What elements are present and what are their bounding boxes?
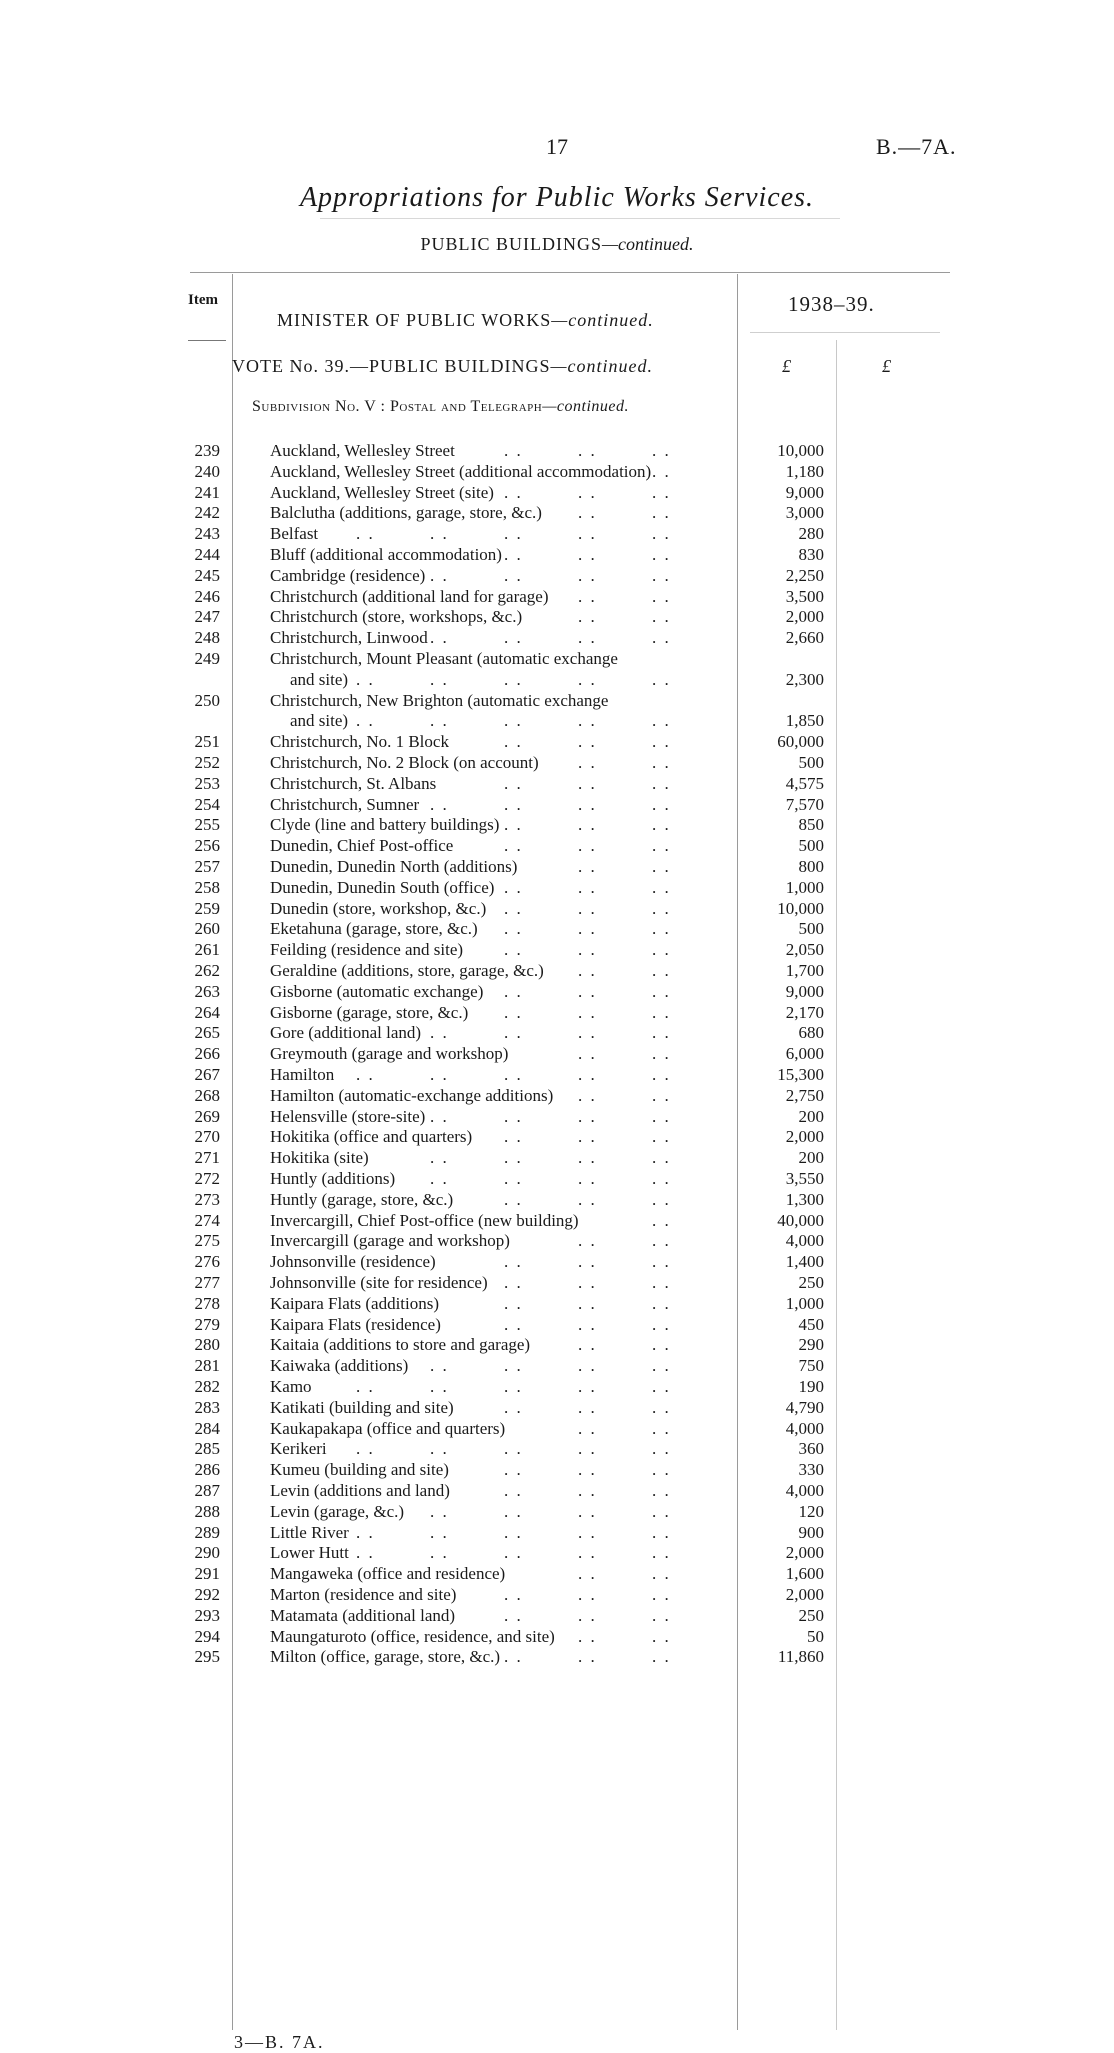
item-number: 243 bbox=[194, 524, 220, 544]
item-description: Marton (residence and site) bbox=[270, 1585, 457, 1604]
item-number: 241 bbox=[194, 482, 220, 502]
table-row: 268 Hamilton (automatic-exchange additions) 2,750 . . . . bbox=[194, 1085, 824, 1105]
table-row: 281 Kaiwaka (additions) 750 . . . . . . . . bbox=[194, 1356, 824, 1376]
item-description: Christchurch, St. Albans bbox=[270, 773, 437, 793]
table-row bbox=[0, 648, 1114, 669]
item-amount: 2,170 bbox=[785, 1002, 824, 1022]
item-description: Kerikeri bbox=[270, 1439, 327, 1459]
table-row: 243 Belfast 280 . . . . . . . . . . bbox=[194, 524, 824, 544]
table-row: 246 Christchurch (additional land for garage) 3,500 . . . . bbox=[194, 586, 824, 606]
table-row: 261 Feilding (residence and site) 2,050 . . . . . . bbox=[194, 940, 824, 960]
table-row: 263 Gisborne (automatic exchange) 9,000 . . . . . . bbox=[194, 981, 824, 1001]
item-description: Johnsonville (site for residence) bbox=[270, 1273, 488, 1292]
table-row: 277 Johnsonville (site for residence) 250 . . . . . . bbox=[194, 1273, 824, 1292]
item-number: 268 bbox=[194, 1085, 220, 1105]
table-row: 295 Milton (office, garage, store, &c.) 11,860 . . . . . . bbox=[194, 1647, 824, 1667]
item-description: Levin (garage, &c.) bbox=[270, 1501, 405, 1521]
item-amount: 3,000 bbox=[785, 503, 824, 523]
item-number: 271 bbox=[194, 1148, 220, 1168]
minister-heading bbox=[277, 310, 654, 331]
item-description: Matamata (additional land) bbox=[270, 1605, 456, 1625]
item-description: Kaipara Flats (residence) bbox=[270, 1314, 441, 1334]
item-amount: 40,000 bbox=[777, 1210, 824, 1230]
item-amount: 250 bbox=[798, 1273, 824, 1292]
item-description: Hamilton bbox=[270, 1065, 335, 1084]
item-description: Belfast bbox=[270, 524, 319, 544]
item-amount: 7,570 bbox=[785, 794, 824, 814]
item-amount: 2,000 bbox=[785, 1127, 824, 1147]
item-description: Cambridge (residence) bbox=[270, 565, 426, 585]
vote-heading-main: VOTE No. 39.—PUBLIC BUILDINGS bbox=[232, 356, 551, 376]
table-row: 265 Gore (additional land) 680 . . . . . . . . bbox=[194, 1023, 824, 1043]
item-number: 295 bbox=[194, 1647, 220, 1667]
table-row: 278 Kaipara Flats (additions) 1,000 . . . . . . bbox=[194, 1293, 824, 1313]
item-description: Greymouth (garage and workshop) bbox=[270, 1044, 509, 1064]
item-number: 247 bbox=[194, 607, 220, 627]
section-title-continued: —continued. bbox=[602, 234, 694, 254]
item-number: 282 bbox=[194, 1377, 220, 1396]
minister-heading-continued: —continued. bbox=[551, 310, 654, 330]
item-description: Little River bbox=[270, 1522, 349, 1542]
table-row: 280 Kaitaia (additions to store and garage) 290 . . . . bbox=[194, 1335, 824, 1355]
table-row: and site) 2,300 . . . . . . . . . . bbox=[290, 669, 824, 689]
table-row: 244 Bluff (additional accommodation) 830 . . . . . . bbox=[194, 545, 824, 564]
item-amount: 1,180 bbox=[785, 461, 824, 481]
table-row: 293 Matamata (additional land) 250 . . . . . . bbox=[194, 1605, 824, 1625]
vote-heading bbox=[232, 356, 653, 377]
item-number: 294 bbox=[194, 1626, 220, 1646]
item-number: 289 bbox=[194, 1522, 220, 1542]
item-description: Christchurch, No. 2 Block (on account) bbox=[270, 753, 539, 772]
item-number: 278 bbox=[194, 1293, 220, 1313]
item-number: 286 bbox=[194, 1460, 220, 1480]
item-number: 277 bbox=[194, 1273, 220, 1292]
item-description: Christchurch, New Brighton (automatic exchange bbox=[270, 690, 609, 710]
table-row: 259 Dunedin (store, workshop, &c.) 10,000 . . . . . . bbox=[194, 898, 824, 918]
item-description: and site) bbox=[290, 669, 349, 689]
item-number: 256 bbox=[194, 836, 220, 856]
item-amount: 1,700 bbox=[785, 961, 824, 980]
item-description: Invercargill, Chief Post-office (new building) bbox=[270, 1210, 579, 1230]
item-description: Mangaweka (office and residence) bbox=[270, 1564, 506, 1584]
section-title-main: PUBLIC BUILDINGS bbox=[420, 234, 602, 254]
item-amount: 750 bbox=[798, 1356, 824, 1376]
item-amount: 1,850 bbox=[785, 711, 824, 731]
subdivision-heading-main: Subdivision No. V : Postal and Telegraph bbox=[252, 398, 543, 415]
item-description: Dunedin, Dunedin South (office) bbox=[270, 877, 495, 897]
item-number: 281 bbox=[194, 1356, 220, 1376]
table-row bbox=[0, 690, 1114, 711]
item-number: 285 bbox=[194, 1439, 220, 1459]
item-header-underline bbox=[188, 340, 226, 341]
item-number: 262 bbox=[194, 961, 220, 980]
item-amount: 3,500 bbox=[785, 586, 824, 606]
item-number: 280 bbox=[194, 1335, 220, 1355]
item-description: Auckland, Wellesley Street bbox=[270, 441, 455, 460]
item-description: Kaipara Flats (additions) bbox=[270, 1293, 440, 1313]
item-number: 248 bbox=[194, 628, 220, 648]
table-row: 272 Huntly (additions) 3,550 . . . . . . . . bbox=[194, 1169, 824, 1188]
item-number: 290 bbox=[194, 1543, 220, 1563]
item-amount: 2,050 bbox=[785, 940, 824, 960]
item-number: 284 bbox=[194, 1418, 220, 1438]
table-row: 282 Kamo 190 . . . . . . . . . . bbox=[194, 1377, 824, 1396]
item-amount: 250 bbox=[798, 1605, 824, 1625]
item-number: 267 bbox=[194, 1065, 220, 1084]
item-amount: 11,860 bbox=[777, 1647, 824, 1667]
table-row: 288 Levin (garage, &c.) 120 . . . . . . . . bbox=[194, 1501, 824, 1521]
item-description: Kaukapakapa (office and quarters) bbox=[270, 1418, 506, 1438]
item-description: Milton (office, garage, store, &c.) bbox=[270, 1647, 501, 1667]
table-row: 274 Invercargill, Chief Post-office (new building) 40,000 . . bbox=[194, 1210, 824, 1230]
item-amount: 4,000 bbox=[785, 1231, 824, 1251]
item-number: 269 bbox=[194, 1106, 220, 1126]
item-number: 242 bbox=[194, 503, 220, 523]
item-number: 261 bbox=[194, 940, 220, 960]
item-amount: 3,550 bbox=[785, 1169, 824, 1188]
table-row: 248 Christchurch, Linwood 2,660 . . . . . . . . bbox=[194, 628, 824, 648]
table-row: 241 Auckland, Wellesley Street (site) 9,000 . . . . . . bbox=[194, 482, 824, 502]
minister-heading-main: MINISTER OF PUBLIC WORKS bbox=[277, 310, 552, 330]
table-row: 240 Auckland, Wellesley Street (additional accommodation) 1,180 . . bbox=[194, 461, 824, 481]
item-amount: 2,000 bbox=[785, 1585, 824, 1604]
item-amount: 2,300 bbox=[785, 669, 824, 689]
item-description: Geraldine (additions, store, garage, &c.) bbox=[270, 961, 544, 980]
subdivision-heading-continued: —continued. bbox=[542, 398, 630, 415]
item-number: 273 bbox=[194, 1189, 220, 1209]
table-row: 245 Cambridge (residence) 2,250 . . . . . . . . bbox=[194, 565, 824, 585]
item-description: Hokitika (site) bbox=[270, 1148, 369, 1168]
item-number: 255 bbox=[194, 815, 220, 835]
item-description: Kumeu (building and site) bbox=[270, 1460, 449, 1480]
item-amount: 500 bbox=[798, 753, 824, 772]
item-amount: 4,790 bbox=[785, 1397, 824, 1417]
item-column-header: Item bbox=[188, 292, 218, 308]
table-row: 283 Katikati (building and site) 4,790 . . . . . . bbox=[194, 1397, 824, 1417]
table-row: 258 Dunedin, Dunedin South (office) 1,000 . . . . . . bbox=[194, 877, 824, 897]
table-row: 285 Kerikeri 360 . . . . . . . . . . bbox=[194, 1439, 824, 1459]
item-amount: 2,000 bbox=[785, 1543, 824, 1563]
item-number: 288 bbox=[194, 1501, 220, 1521]
year-column-header: 1938–39. bbox=[788, 292, 875, 316]
item-amount: 50 bbox=[807, 1626, 824, 1646]
table-row: 247 Christchurch (store, workshops, &c.) 2,000 . . . . bbox=[194, 607, 824, 627]
table-row: 289 Little River 900 . . . . . . . . . . bbox=[194, 1522, 824, 1542]
item-description: Christchurch, Mount Pleasant (automatic exchange bbox=[270, 649, 618, 668]
item-number: 252 bbox=[194, 753, 220, 772]
currency-symbol-total: £ bbox=[882, 356, 891, 376]
item-amount: 1,600 bbox=[785, 1564, 824, 1584]
item-amount: 2,000 bbox=[785, 607, 824, 627]
item-description: Dunedin, Dunedin North (additions) bbox=[270, 857, 518, 876]
item-amount: 1,400 bbox=[785, 1252, 824, 1272]
item-amount: 4,575 bbox=[785, 773, 824, 793]
item-description: Huntly (additions) bbox=[270, 1169, 396, 1188]
item-number: 272 bbox=[194, 1169, 220, 1188]
item-amount: 10,000 bbox=[777, 441, 824, 460]
table-row: 253 Christchurch, St. Albans 4,575 . . . . . . bbox=[194, 773, 824, 793]
item-amount: 1,300 bbox=[785, 1189, 824, 1209]
item-number: 291 bbox=[194, 1564, 220, 1584]
table-row: 294 Maungaturoto (office, residence, and site) 50 . . . . bbox=[194, 1626, 824, 1646]
year-header-underline bbox=[750, 332, 940, 333]
item-description: Clyde (line and battery buildings) bbox=[270, 815, 500, 835]
item-amount: 2,750 bbox=[785, 1085, 824, 1105]
item-number: 279 bbox=[194, 1314, 220, 1334]
item-number: 270 bbox=[194, 1127, 220, 1147]
item-number: 239 bbox=[194, 441, 220, 460]
item-description: Auckland, Wellesley Street (site) bbox=[270, 482, 494, 502]
item-amount: 830 bbox=[798, 545, 824, 564]
item-description: Dunedin (store, workshop, &c.) bbox=[270, 898, 487, 918]
item-description: Christchurch (store, workshops, &c.) bbox=[270, 607, 523, 627]
item-description: Johnsonville (residence) bbox=[270, 1252, 436, 1272]
item-description: Christchurch, Sumner bbox=[270, 794, 420, 814]
table-row: and site) 1,850 . . . . . . . . . . bbox=[290, 711, 824, 731]
item-number: 259 bbox=[194, 898, 220, 918]
table-row: 275 Invercargill (garage and workshop) 4,000 . . . . bbox=[194, 1231, 824, 1251]
item-number: 245 bbox=[194, 565, 220, 585]
item-amount: 60,000 bbox=[777, 732, 824, 752]
item-number: 246 bbox=[194, 586, 220, 606]
section-title bbox=[0, 234, 1114, 255]
item-number: 249 bbox=[194, 649, 220, 668]
title-divider bbox=[320, 218, 840, 219]
item-number: 253 bbox=[194, 773, 220, 793]
item-number: 251 bbox=[194, 732, 220, 752]
table-row: 287 Levin (additions and land) 4,000 . . . . . . bbox=[194, 1481, 824, 1500]
vote-heading-continued: —continued. bbox=[550, 356, 653, 376]
item-description: Gisborne (automatic exchange) bbox=[270, 981, 484, 1001]
item-amount: 10,000 bbox=[777, 898, 824, 918]
item-number: 258 bbox=[194, 877, 220, 897]
item-number: 275 bbox=[194, 1231, 220, 1251]
table-row: 255 Clyde (line and battery buildings) 850 . . . . . . bbox=[194, 815, 824, 835]
item-description: Kaiwaka (additions) bbox=[270, 1356, 409, 1376]
item-amount: 360 bbox=[798, 1439, 824, 1459]
item-amount: 800 bbox=[798, 857, 824, 876]
item-description: Feilding (residence and site) bbox=[270, 940, 464, 960]
table-row: 292 Marton (residence and site) 2,000 . . . . . . bbox=[194, 1585, 824, 1604]
item-number: 250 bbox=[194, 690, 220, 710]
item-amount: 450 bbox=[798, 1314, 824, 1334]
page-number: 17 bbox=[546, 134, 568, 159]
item-number: 266 bbox=[194, 1044, 220, 1064]
item-number: 264 bbox=[194, 1002, 220, 1022]
item-description: Christchurch, No. 1 Block bbox=[270, 732, 449, 752]
item-amount: 330 bbox=[798, 1460, 824, 1480]
item-description: Maungaturoto (office, residence, and site) bbox=[270, 1626, 555, 1646]
item-amount: 4,000 bbox=[785, 1481, 824, 1500]
item-number: 257 bbox=[194, 857, 220, 876]
item-number: 240 bbox=[194, 461, 220, 481]
item-amount: 190 bbox=[798, 1377, 824, 1396]
table-row: 256 Dunedin, Chief Post-office 500 . . . . . . bbox=[194, 836, 824, 856]
item-description: Kaitaia (additions to store and garage) bbox=[270, 1335, 531, 1355]
item-amount: 500 bbox=[798, 919, 824, 939]
table-row: 262 Geraldine (additions, store, garage, &c.) 1,700 . . . . bbox=[194, 961, 824, 980]
item-amount: 6,000 bbox=[785, 1044, 824, 1064]
item-amount: 2,250 bbox=[785, 565, 824, 585]
footer-code: 3—B. 7A. bbox=[234, 2032, 325, 2052]
table-row: 290 Lower Hutt 2,000 . . . . . . . . . . bbox=[194, 1543, 824, 1563]
item-number: 244 bbox=[194, 545, 220, 564]
item-number: 292 bbox=[194, 1585, 220, 1604]
item-amount: 4,000 bbox=[785, 1418, 824, 1438]
item-description: Dunedin, Chief Post-office bbox=[270, 836, 454, 856]
item-description: Levin (additions and land) bbox=[270, 1481, 450, 1500]
table-row: 279 Kaipara Flats (residence) 450 . . . . . . bbox=[194, 1314, 824, 1334]
currency-symbol-amount: £ bbox=[782, 356, 791, 376]
item-description: Helensville (store-site) bbox=[270, 1106, 426, 1126]
item-description: and site) bbox=[290, 711, 349, 731]
item-number: 293 bbox=[194, 1605, 220, 1625]
item-amount: 680 bbox=[798, 1023, 824, 1043]
table-row: 254 Christchurch, Sumner 7,570 . . . . . . . . bbox=[194, 794, 824, 814]
table-row: 269 Helensville (store-site) 200 . . . . . . . . bbox=[194, 1106, 824, 1126]
item-description: Huntly (garage, store, &c.) bbox=[270, 1189, 454, 1209]
item-number: 283 bbox=[194, 1397, 220, 1417]
item-number: 263 bbox=[194, 981, 220, 1001]
table-row: 264 Gisborne (garage, store, &c.) 2,170 . . . . . . bbox=[194, 1002, 824, 1022]
item-description: Gisborne (garage, store, &c.) bbox=[270, 1002, 469, 1022]
table-row: 251 Christchurch, No. 1 Block 60,000 . . . . . . bbox=[194, 732, 824, 752]
item-description: Bluff (additional accommodation) bbox=[270, 545, 502, 564]
report-code: B.—7A. bbox=[876, 134, 957, 159]
item-description: Kamo bbox=[270, 1377, 312, 1396]
table-row: 242 Balclutha (additions, garage, store, &c.) 3,000 . . . . bbox=[194, 503, 824, 523]
item-description: Christchurch (additional land for garage) bbox=[270, 586, 549, 606]
table-row: 271 Hokitika (site) 200 . . . . . . . . bbox=[194, 1148, 824, 1168]
table-row: 286 Kumeu (building and site) 330 . . . . . . bbox=[194, 1460, 824, 1480]
item-description: Christchurch, Linwood bbox=[270, 628, 428, 648]
table-row: 266 Greymouth (garage and workshop) 6,000 . . . . bbox=[194, 1044, 824, 1064]
item-number: 265 bbox=[194, 1023, 220, 1043]
item-number: 274 bbox=[194, 1210, 220, 1230]
item-amount: 500 bbox=[798, 836, 824, 856]
table-row: 260 Eketahuna (garage, store, &c.) 500 . . . . . . bbox=[194, 919, 824, 939]
item-description: Eketahuna (garage, store, &c.) bbox=[270, 919, 478, 939]
item-amount: 1,000 bbox=[785, 1293, 824, 1313]
table-row: 273 Huntly (garage, store, &c.) 1,300 . . . . . . bbox=[194, 1189, 824, 1209]
table-row: 291 Mangaweka (office and residence) 1,600 . . . . bbox=[194, 1564, 824, 1584]
item-amount: 900 bbox=[798, 1522, 824, 1542]
item-amount: 200 bbox=[798, 1106, 824, 1126]
item-amount: 120 bbox=[798, 1501, 824, 1521]
item-number: 276 bbox=[194, 1252, 220, 1272]
table-row: 270 Hokitika (office and quarters) 2,000 . . . . . . bbox=[194, 1127, 824, 1147]
item-description: Katikati (building and site) bbox=[270, 1397, 454, 1417]
item-description: Gore (additional land) bbox=[270, 1023, 422, 1043]
table-row: 239 Auckland, Wellesley Street 10,000 . . . . . . bbox=[194, 441, 824, 460]
table-row: 284 Kaukapakapa (office and quarters) 4,000 . . . . bbox=[194, 1418, 824, 1438]
table-row: 276 Johnsonville (residence) 1,400 . . . . . . bbox=[194, 1252, 824, 1272]
item-amount: 850 bbox=[798, 815, 824, 835]
item-amount: 1,000 bbox=[785, 877, 824, 897]
item-amount: 200 bbox=[798, 1148, 824, 1168]
item-description: Auckland, Wellesley Street (additional accommodation) bbox=[270, 461, 652, 481]
item-description: Balclutha (additions, garage, store, &c.) bbox=[270, 503, 542, 523]
page-title: Appropriations for Public Works Services. bbox=[299, 182, 815, 213]
item-amount: 9,000 bbox=[785, 981, 824, 1001]
table-row: 267 Hamilton 15,300 . . . . . . . . . . bbox=[194, 1065, 824, 1084]
item-amount: 2,660 bbox=[785, 628, 824, 648]
item-amount: 9,000 bbox=[785, 482, 824, 502]
item-amount: 290 bbox=[798, 1335, 824, 1355]
item-amount: 280 bbox=[798, 524, 824, 544]
item-description: Hamilton (automatic-exchange additions) bbox=[270, 1085, 554, 1105]
subdivision-heading bbox=[252, 398, 629, 416]
item-amount: 15,300 bbox=[777, 1065, 824, 1084]
item-description: Lower Hutt bbox=[270, 1543, 349, 1563]
table-row: 257 Dunedin, Dunedin North (additions) 800 . . . . bbox=[194, 857, 824, 876]
item-number: 254 bbox=[194, 794, 220, 814]
item-number: 260 bbox=[194, 919, 220, 939]
table-row: 252 Christchurch, No. 2 Block (on account) 500 . . . . bbox=[194, 753, 824, 772]
item-number: 287 bbox=[194, 1481, 220, 1500]
item-description: Hokitika (office and quarters) bbox=[270, 1127, 473, 1147]
table-top-rule bbox=[190, 272, 950, 273]
item-description: Invercargill (garage and workshop) bbox=[270, 1231, 510, 1251]
